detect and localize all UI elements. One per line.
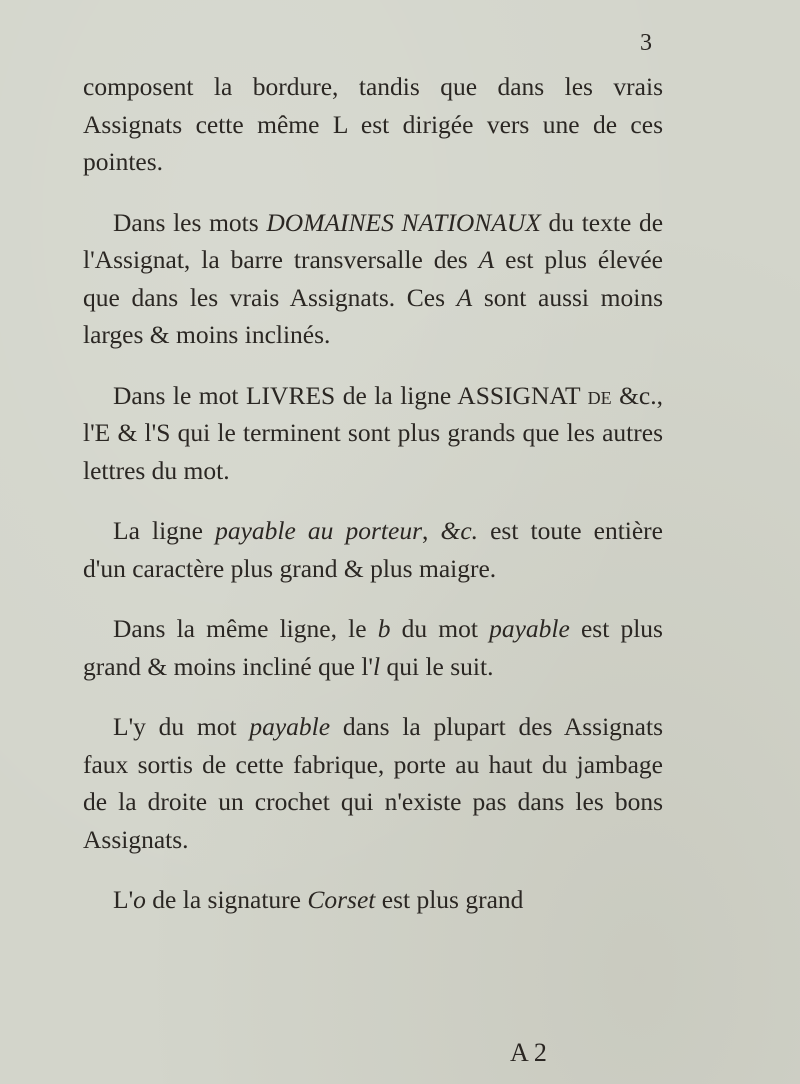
- italic-run: &c.: [440, 516, 479, 545]
- text-run: L': [113, 885, 134, 914]
- italic-run: o: [133, 885, 146, 914]
- paragraph-4: [83, 512, 663, 587]
- body-text: [83, 68, 663, 919]
- text-run: de la signature: [145, 885, 308, 914]
- italic-run: Corset: [307, 885, 376, 914]
- text-run: du texte de l'Assignat, la barre transversalle des: [83, 207, 664, 274]
- italic-run: A: [478, 245, 495, 274]
- text-run: est toute entière d'un caractère plus grand & plus maigre.: [83, 516, 663, 583]
- signature-mark: A 2: [510, 1038, 547, 1067]
- text-run: Dans le mot LIVRES de la ligne ASSIGNAT: [113, 380, 588, 410]
- text-run: du mot: [390, 614, 490, 643]
- text-run: Dans la même ligne, le: [113, 614, 378, 643]
- smallcaps-run: de: [587, 380, 612, 410]
- text-run: Dans les mots: [113, 207, 267, 237]
- text-run: est plus grand & moins incliné que l': [83, 614, 663, 681]
- paragraph-1-text: composent la bordure, tandis que dans les vrais Assignats cette même L est dirigée vers une de ces pointes.: [83, 72, 663, 176]
- paragraph-3: [83, 377, 663, 490]
- paragraph-5: [83, 610, 663, 685]
- paragraph-2: [83, 204, 663, 354]
- italic-run: payable: [489, 614, 570, 643]
- italic-run: payable: [249, 712, 331, 741]
- italic-run: b: [377, 614, 391, 643]
- text-run: sont aussi moins larges & moins inclinés.: [83, 282, 663, 349]
- text-run: ,: [422, 516, 441, 545]
- italic-run: A: [456, 282, 473, 312]
- text-run: qui le suit.: [380, 651, 494, 681]
- paragraph-7: [83, 881, 663, 919]
- text-run: est plus grand: [375, 885, 524, 914]
- text-run: La ligne: [113, 516, 216, 545]
- text-run: &c., l'E & l'S qui le terminent sont plus grands que les autres lettres du mot.: [83, 380, 663, 485]
- italic-run: DOMAINES NATIONAUX: [266, 207, 541, 237]
- text-run: est plus élevée que dans les vrais Assignats. Ces: [83, 245, 663, 312]
- text-run: L'y du mot: [113, 712, 250, 741]
- italic-run: l: [373, 651, 381, 681]
- paragraph-6: [83, 708, 663, 858]
- paragraph-1: [83, 68, 663, 181]
- page-number: 3: [640, 30, 652, 56]
- text-run: dans la plupart des Assignats faux sortis de cette fabrique, porte au haut du jambage de la droite un crochet qui n'existe pas dans les bons Assignats.: [83, 712, 663, 854]
- italic-run: payable au porteur: [215, 516, 422, 545]
